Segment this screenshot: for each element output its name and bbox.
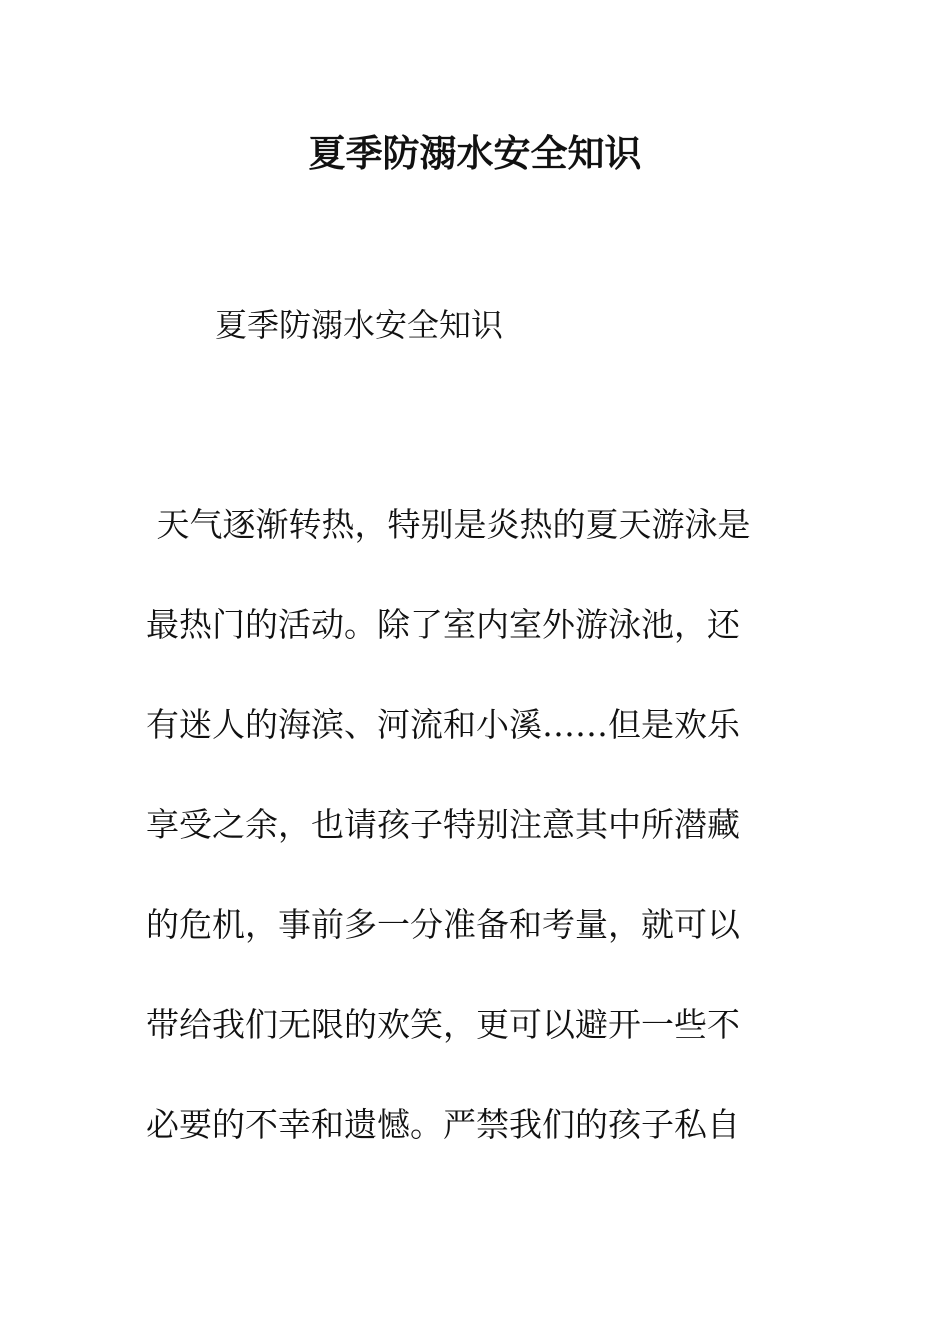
body-line: 有迷人的海滨、河流和小溪……但是欢乐: [146, 705, 740, 744]
body-line: 带给我们无限的欢笑，更可以避开一些不: [146, 1005, 740, 1044]
body-paragraph: [146, 495, 806, 1195]
body-line: 天气逐渐转热，特别是炎热的夏天游泳是: [146, 505, 751, 544]
document-title: 夏季防溺水安全知识: [308, 131, 642, 175]
document-subtitle: 夏季防溺水安全知识: [215, 306, 504, 344]
body-line: 必要的不幸和遗憾。严禁我们的孩子私自: [146, 1105, 740, 1144]
body-line: 享受之余，也请孩子特别注意其中所潜藏: [146, 805, 740, 844]
body-line: 的危机，事前多一分准备和考量，就可以: [146, 905, 740, 944]
body-line: 最热门的活动。除了室内室外游泳池，还: [146, 605, 740, 644]
